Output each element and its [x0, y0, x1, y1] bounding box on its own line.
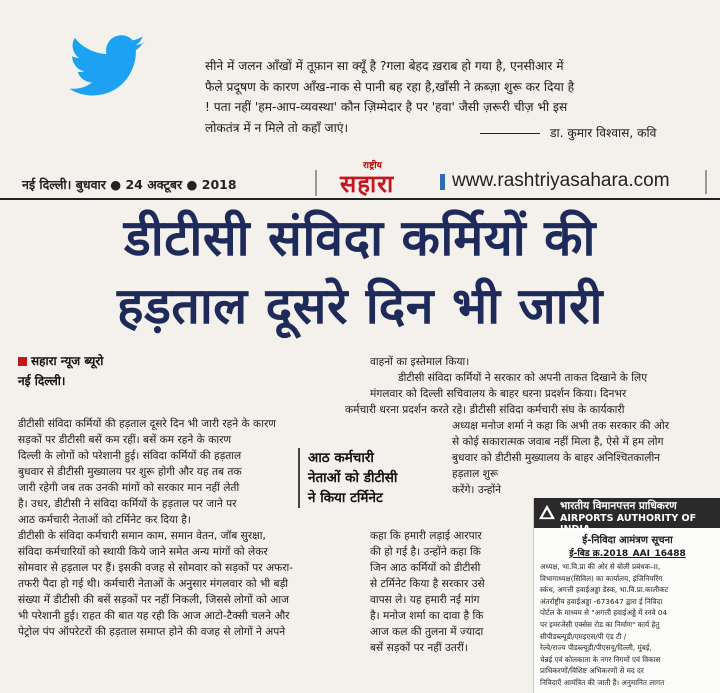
ad-header	[534, 498, 720, 535]
quote-author-name: डा. कुमार विश्वास, कवि	[550, 126, 657, 140]
article-line: कर्मचारी धरना प्रदर्शन करते रहे। डीटीसी संविदा कर्मचारी संघ के कार्यकारी	[345, 404, 625, 416]
masthead-divider	[315, 170, 317, 196]
ad-line: स्कंध, अगत्ती हवाईअड्डा डेस्क, भा.वि.प्रा.कालीकट	[540, 585, 669, 595]
quote-line: फैले प्रदूषण के कारण आँख-नाक से पानी बह रहा है,खाँसी ने क़ब्ज़ा शुरू कर दिया है	[205, 79, 575, 94]
article-line: बुधवार को डीटीसी मुख्यालय के बाहर अनिश्चितकालीन	[452, 452, 661, 464]
article-line: की हो गई है। उन्होंने कहा कि	[370, 546, 481, 558]
article-line: सड़कों पर डीटीसी बसें कम रहीं। बसें कम रहने के कारण	[18, 434, 232, 446]
article-line: जारी रहेगी जब तक उनकी मांगों को सरकार मान नहीं लेती	[18, 482, 240, 494]
article-line: भी परेशानी हुई। राहत की बात यह रही कि आज आटो-टैक्सी चलने और	[18, 610, 290, 622]
article-line: हड़ताल शुरू	[452, 468, 499, 480]
quote-line: सीने में जलन आँखों में तूफ़ान सा क्यूँ है ?गला बेहद ख़राब हो गया है, एनसीआर में	[205, 59, 564, 73]
article-line: से कोई सकारात्मक जवाब नहीं मिला है, ऐसे में हम लोग	[452, 436, 664, 448]
article-line: वापस ले। यह हमारी नई मांग	[370, 594, 480, 606]
ad-line: अंतर्राष्ट्रीय हवाईअड्डा -673647 द्वारा ई निविदा	[540, 596, 663, 606]
article-line: संविदा कर्मचारियों को स्थायी किये जाने समेत अन्य मांगों को लेकर	[18, 546, 268, 558]
article-line: पेट्रोल पंप ऑपरेटरों की हड़ताल समाप्त होने की वजह से लोगों ने अपने	[18, 626, 286, 638]
pull-quote-line: आठ कर्मचारी	[308, 450, 374, 466]
article-line: डीटीसी के संविदा कर्मचारी समान काम, समान वेतन, जॉब सुरक्षा,	[18, 530, 266, 542]
article-line: डीटीसी संविदा कर्मियों की हड़ताल दूसरे दिन भी जारी रहने के कारण	[18, 418, 276, 430]
byline-square-icon	[18, 357, 27, 366]
masthead-rule	[0, 198, 720, 200]
ad-title: ई-निविदा आमंत्रण सूचना	[582, 535, 673, 546]
article-line: है। मनोज शर्मा का दावा है कि	[370, 610, 484, 622]
pull-quote-line: नेताओं को डीटीसी	[308, 470, 398, 486]
author-dash	[480, 133, 540, 134]
newspaper-url: www.rashtriyasahara.com	[452, 170, 670, 191]
article-line: कहा कि हमारी लड़ाई आरपार	[370, 530, 482, 542]
ad-line: प्राधिकरणों/विशिष्ट अभिकरणों से मद दर	[540, 666, 644, 676]
article-line: करेंगे। उन्होंने	[452, 484, 502, 496]
quote-line: लोकतंत्र में न मिले तो कहाँ जाएं।	[205, 120, 349, 135]
article-place: नई दिल्ली।	[18, 374, 66, 388]
ad-org-hindi: भारतीय विमानपत्तन प्राधिकरण	[560, 500, 677, 512]
byline-text: सहारा न्यूज ब्यूरो	[31, 354, 104, 368]
masthead	[0, 158, 720, 196]
pull-quote-line: ने किया टर्मिनेट	[308, 490, 383, 506]
quote-line: ! पता नहीं 'हम-आप-व्यवस्था' कौन ज़िम्मेदार है पर 'हवा' जैसी ज़रूरी चीज़ भी इस	[205, 100, 568, 114]
quote-author	[480, 124, 656, 141]
twitter-bird-icon	[70, 28, 146, 104]
ad-line: पर इमरजेंसी एक्सेस रोड का निर्माण" कार्य हेतु	[540, 619, 660, 629]
ad-line: विभागाध्यक्ष(सिविल) का कार्यालय, इंजिनियरिंग	[540, 573, 663, 583]
newspaper-logo: सहारा	[340, 169, 395, 198]
article-line: है। उधर, डीटीसी ने संविदा कर्मियों के हड़ताल पर जाने पर	[18, 498, 237, 510]
logo-accent-bar	[440, 174, 445, 190]
masthead-divider-right	[705, 170, 707, 194]
article-line: डीटीसी संविदा कर्मियों ने सरकार को अपनी ताकत दिखाने के लिए	[398, 372, 648, 384]
aai-logo-icon	[538, 504, 556, 520]
headline-line-1: डीटीसी संविदा कर्मियों की	[124, 209, 596, 267]
article-line: अध्यक्ष मनोज शर्मा ने कहा कि अभी तक सरकार की ओर	[452, 420, 670, 432]
article-line: सोमवार से हड़ताल पर हैं। इसकी वजह से सोमवार को सड़कों पर अफरा-	[18, 562, 294, 574]
ad-line: पोर्टल के माध्यम से "अगत्ती हवाईअड्डे में रनवे 04	[540, 608, 668, 618]
ad-body	[540, 561, 716, 689]
article-line: बुधवार से डीटीसी मुख्यालय पर शुरू होगी और यह तब तक	[18, 466, 242, 478]
headline-line-2: हड़ताल दूसरे दिन भी जारी	[117, 277, 603, 335]
ad-line: निविदाएँ आमंत्रित की जाती हैं। अनुमानित लागत	[540, 677, 665, 687]
article-line: वाहनों का इस्तेमाल किया।	[370, 356, 470, 368]
pull-quote	[298, 448, 397, 508]
article-line: मंगलवार को दिल्ली सचिवालय के बाहर धरना प्रदर्शन किया। दिनभर	[370, 388, 627, 400]
article-line: दिल्ली के लोगों को परेशानी हुई। संविदा कर्मियों की हड़ताल	[18, 450, 242, 462]
logo-subtitle: राष्ट्रीय	[363, 161, 382, 171]
article-line: संख्या में डीटीसी की बसें सड़कों पर नहीं निकली, जिससे लोगों को आज	[18, 594, 289, 606]
headline	[0, 204, 720, 340]
ad-org-english: AIRPORTS AUTHORITY OF INDIA	[560, 513, 697, 535]
tender-advertisement	[533, 498, 720, 693]
article-line: आठ कर्मचारी नेताओं को टर्मिनेट कर दिया है।	[18, 514, 191, 526]
ad-reference: ई-बिड क्र.2018_AAI_16488	[569, 549, 686, 559]
ad-line: सीपीडब्ल्यूडी/एमइएस/पी एंड टी /	[540, 631, 627, 641]
masthead-dateline: नई दिल्ली। बुधवार ● 24 अक्टूबर ● 2018	[22, 177, 237, 192]
article-line: बसें सड़कों पर नहीं उतरीं।	[370, 642, 468, 654]
article-line: तफरी पैदा हो गई थी। कर्मचारी नेताओं के अनुसार मंगलवार को भी बड़ी	[18, 578, 288, 590]
article-line: से टर्मिनेट किया है सरकार उसे	[370, 578, 485, 590]
byline	[18, 352, 103, 369]
ad-line: रेल्वे/राज्य पीडब्ल्यूडी/पीएसयू/दिल्ली, मुंबई,	[540, 643, 652, 653]
article-line: जिन आठ कर्मियों को डीटीसी	[370, 562, 481, 574]
ad-line: चेन्नई एवं कोलकाता के नगर निगमों एवं विकास	[540, 654, 661, 664]
ad-line: अध्यक्ष, भा.वि.प्रा की ओर से बोली प्रबंधक–II,	[540, 562, 661, 571]
article-line: आज कल की तुलना में ज्यादा	[370, 626, 484, 638]
